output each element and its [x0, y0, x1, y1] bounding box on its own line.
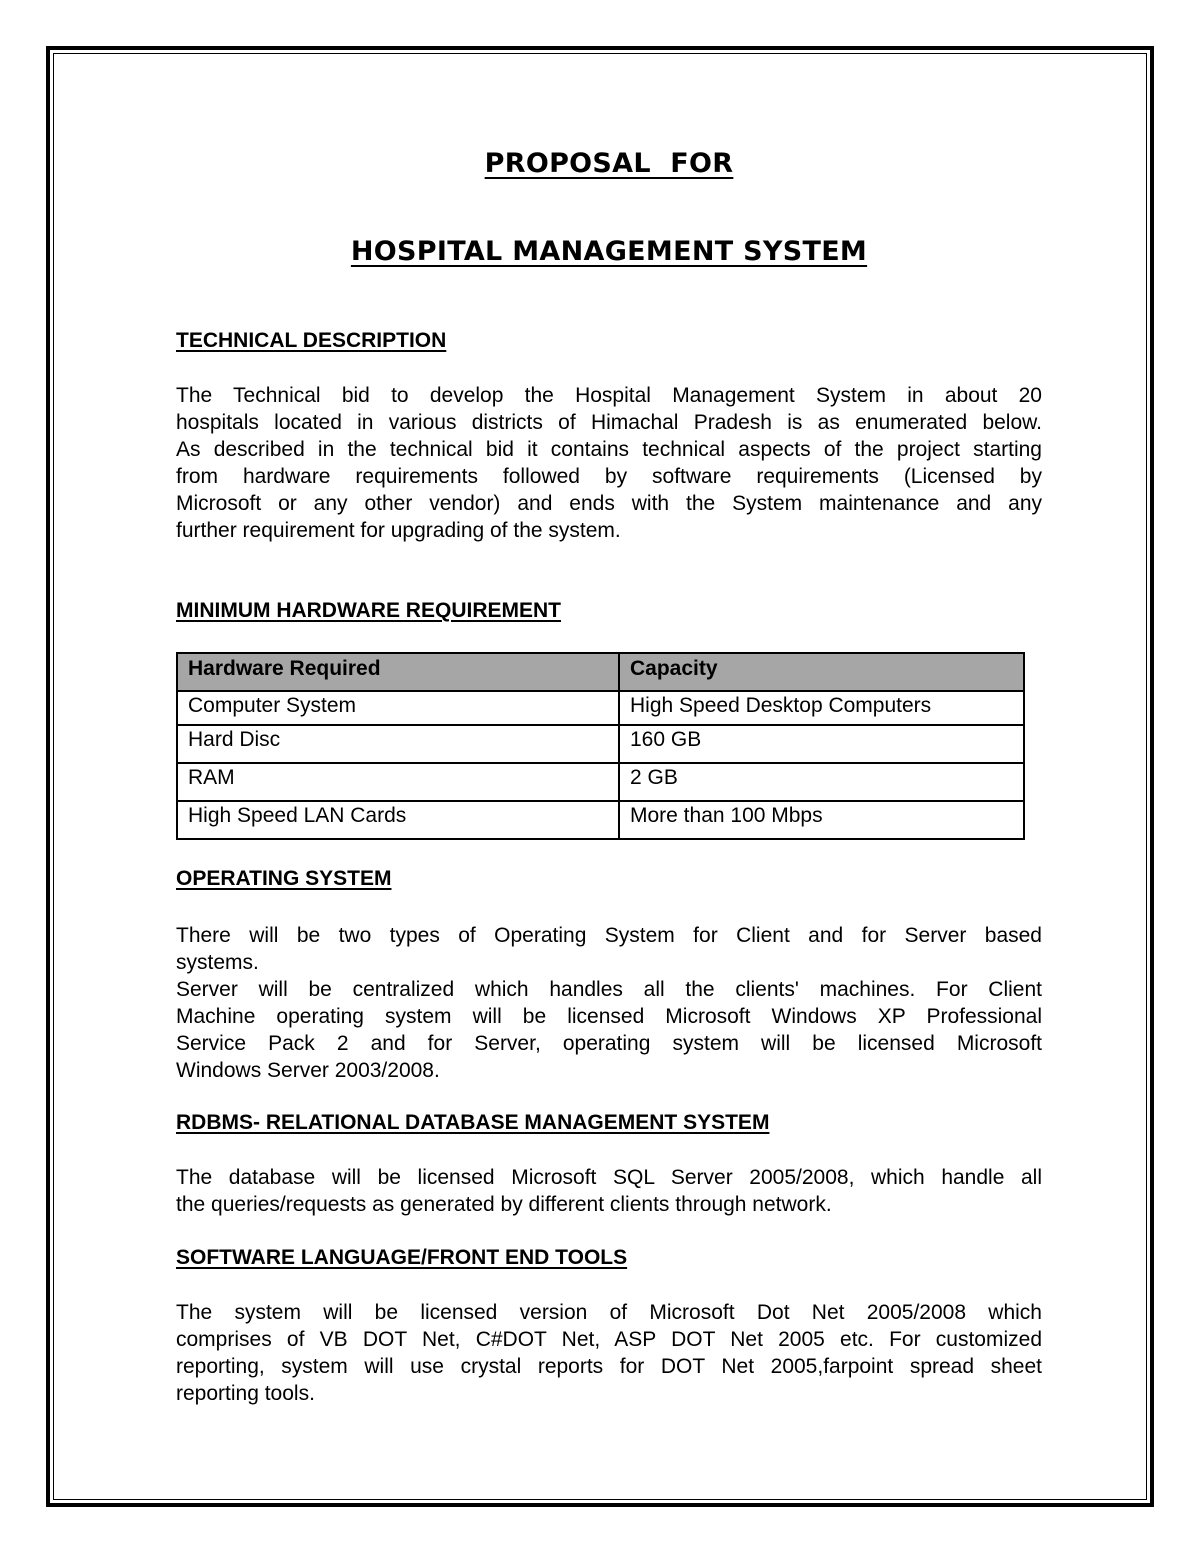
table-cell: High Speed Desktop Computers — [619, 691, 1024, 725]
paragraph-line: comprises of VB DOT Net, C#DOT Net, ASP DOT Net 2005 etc. For customized — [176, 1328, 1042, 1351]
table-row — [177, 801, 1024, 839]
paragraph-line: the queries/requests as generated by different clients through network. — [176, 1193, 832, 1216]
paragraph-line: There will be two types of Operating System for Client and for Server based — [176, 924, 1042, 947]
table-cell: More than 100 Mbps — [619, 801, 1024, 839]
paragraph-line: Microsoft or any other vendor) and ends with the System maintenance and any — [176, 492, 1042, 515]
column-header-hardware: Hardware Required — [177, 653, 619, 691]
table-row — [177, 691, 1024, 725]
paragraph-line: As described in the technical bid it contains technical aspects of the project starting — [176, 438, 1042, 461]
paragraph-line: The system will be licensed version of Microsoft Dot Net 2005/2008 which — [176, 1301, 1042, 1324]
paragraph-line: from hardware requirements followed by software requirements (Licensed by — [176, 465, 1042, 488]
table-cell: Hard Disc — [177, 725, 619, 763]
paragraph-line: reporting tools. — [176, 1382, 315, 1405]
paragraph-line: Service Pack 2 and for Server, operating system will be licensed Microsoft — [176, 1032, 1042, 1055]
software-language-paragraph — [176, 1299, 1042, 1407]
paragraph-line: systems. — [176, 951, 259, 974]
document-title-line-2: HOSPITAL MANAGEMENT SYSTEM — [350, 236, 868, 267]
column-header-capacity: Capacity — [619, 653, 1024, 691]
table-cell: 160 GB — [619, 725, 1024, 763]
paragraph-line: The Technical bid to develop the Hospital Management System in about 20 — [176, 384, 1042, 407]
table-cell: High Speed LAN Cards — [177, 801, 619, 839]
hardware-table — [176, 652, 1025, 840]
operating-system-heading: OPERATING SYSTEM — [176, 867, 392, 890]
rdbms-heading: RDBMS- RELATIONAL DATABASE MANAGEMENT SYSTEM — [176, 1111, 770, 1134]
table-cell: 2 GB — [619, 763, 1024, 801]
paragraph-line: Windows Server 2003/2008. — [176, 1059, 440, 1082]
operating-system-paragraph — [176, 922, 1042, 1084]
hardware-requirement-heading: MINIMUM HARDWARE REQUIREMENT — [176, 599, 561, 622]
technical-description-paragraph — [176, 382, 1042, 544]
table-row — [177, 763, 1024, 801]
paragraph-line: The database will be licensed Microsoft SQL Server 2005/2008, which handle all — [176, 1166, 1042, 1189]
table-cell: Computer System — [177, 691, 619, 725]
rdbms-paragraph — [176, 1164, 1042, 1218]
table-header-row — [177, 653, 1024, 691]
paragraph-line: Server will be centralized which handles all the clients' machines. For Client — [176, 978, 1042, 1001]
paragraph-line: reporting, system will use crystal reports for DOT Net 2005,farpoint spread sheet — [176, 1355, 1042, 1378]
table-cell: RAM — [177, 763, 619, 801]
paragraph-line: Machine operating system will be licensed Microsoft Windows XP Professional — [176, 1005, 1042, 1028]
paragraph-line: further requirement for upgrading of the system. — [176, 519, 621, 542]
software-language-heading: SOFTWARE LANGUAGE/FRONT END TOOLS — [176, 1246, 628, 1269]
document-title-line-1: PROPOSAL FOR — [484, 148, 734, 179]
technical-description-heading: TECHNICAL DESCRIPTION — [176, 329, 447, 352]
paragraph-line: hospitals located in various districts of Himachal Pradesh is as enumerated below. — [176, 411, 1042, 434]
table-row — [177, 725, 1024, 763]
